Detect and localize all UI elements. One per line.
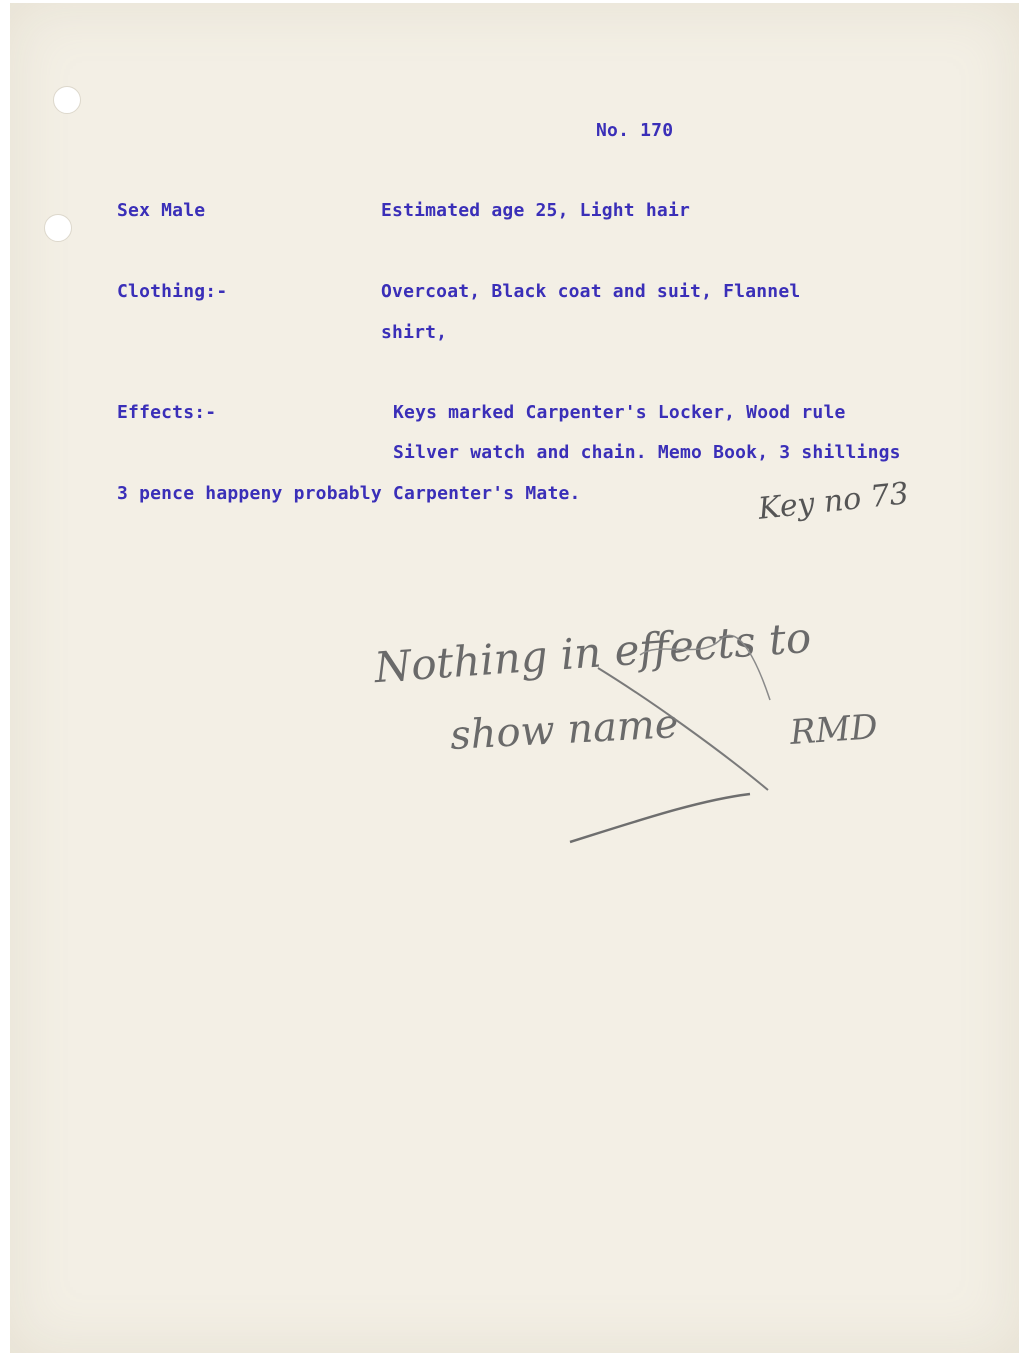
sex-field: Sex Male [117,200,206,221]
strike-through-stroke [598,668,768,790]
clothing-label: Clothing:- [117,281,228,302]
effects-line-2: Silver watch and chain. Memo Book, 3 shillings [393,442,901,463]
clothing-line-2: shirt, [381,322,448,343]
handwritten-note-line-1: Nothing in effects to [372,612,813,693]
clothing-line-1: Overcoat, Black coat and suit, Flannel [381,281,801,302]
effects-label: Effects:- [117,402,217,423]
handwritten-note-line-2: show name [448,701,680,759]
handwritten-key-number: Key no 73 [756,476,911,527]
document-number: No. 170 [596,120,674,141]
effects-line-1: Keys marked Carpenter's Locker, Wood rule [393,402,846,423]
effects-line-3: 3 pence happeny probably Carpenter's Mate. [117,483,581,504]
underline-stroke [570,794,750,842]
scribble-stroke [640,635,770,700]
handwritten-initials: RMD [788,706,879,754]
estimate-field: Estimated age 25, Light hair [381,200,691,221]
